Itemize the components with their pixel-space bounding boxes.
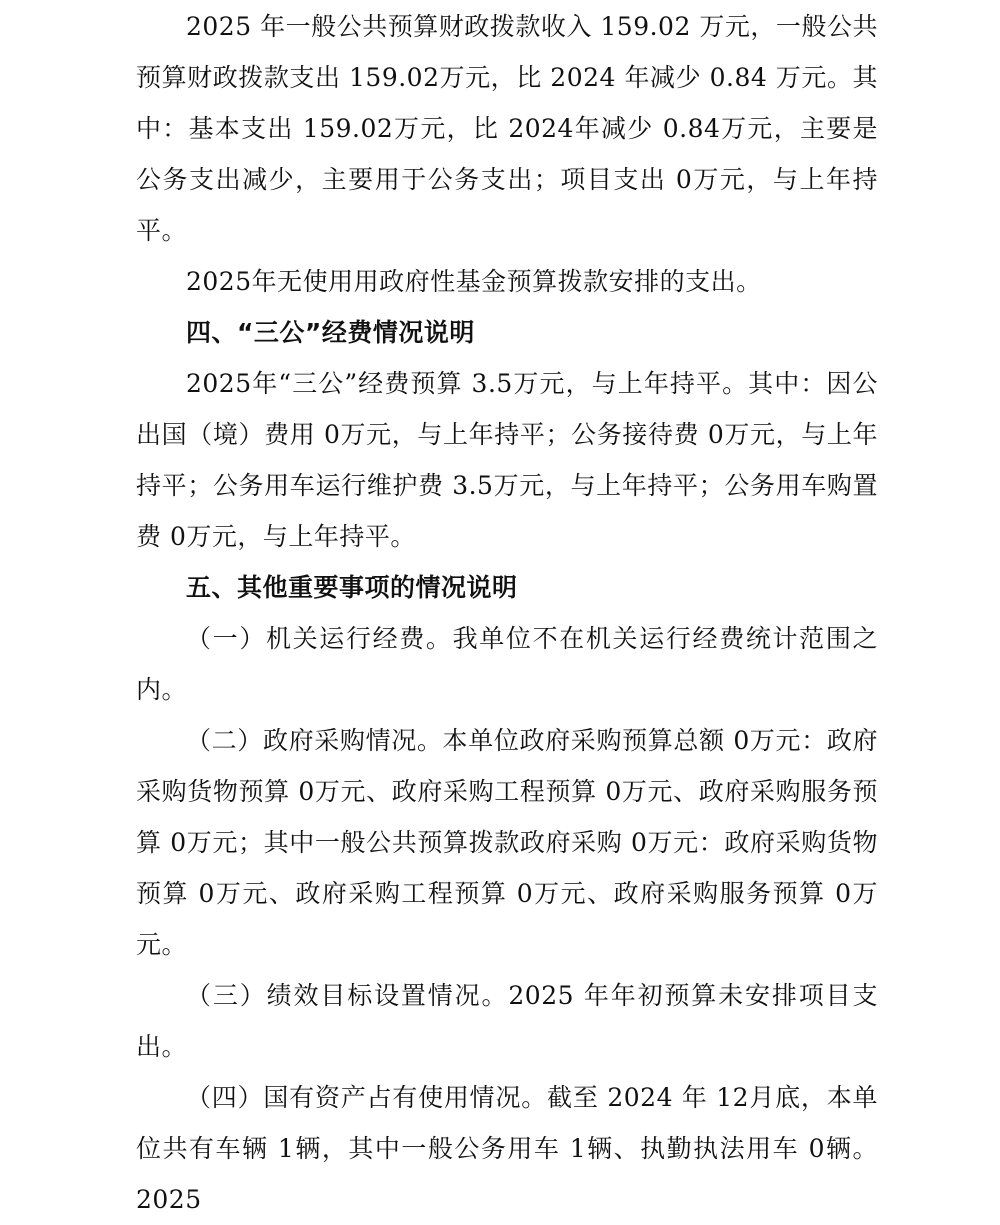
paragraph-government-fund: 2025年无使用用政府性基金预算拨款安排的支出。	[186, 267, 762, 296]
paragraph-government-procurement: （二）政府采购情况。本单位政府采购预算总额 0万元：政府采购货物预算 0万元、政府采购工程预算 0万元、政府采购服务预算 0万元；其中一般公共预算拨款政府采购 0万元：政府采购货物预算 0万元、政府采购工程预算 0万元、政府采购服务预算 0万元。	[136, 726, 878, 959]
paragraph-fiscal-appropriation: 2025 年一般公共预算财政拨款收入 159.02 万元，一般公共预算财政拨款支出 159.02万元，比 2024 年减少 0.84 万元。其中：基本支出 159.02万元，比 2024年减少 0.84万元，主要是公务支出减少，主要用于公务支出；项目支出 0万元，与上年持平。	[136, 12, 878, 245]
document-page	[136, 0, 878, 1225]
paragraph-performance-targets: （三）绩效目标设置情况。2025 年年初预算未安排项目支出。	[136, 981, 878, 1061]
paragraph-three-public-expenses: 2025年“三公”经费预算 3.5万元，与上年持平。其中：因公出国（境）费用 0万元，与上年持平；公务接待费 0万元，与上年持平；公务用车运行维护费 3.5万元，与上年持平；公务用车购置费 0万元，与上年持平。	[136, 369, 878, 551]
paragraph-operating-expenses: （一）机关运行经费。我单位不在机关运行经费统计范围之内。	[136, 624, 878, 704]
section-heading-three-public-expenses: 四、“三公”经费情况说明	[186, 318, 475, 347]
paragraph-state-assets: （四）国有资产占有使用情况。截至 2024 年 12月底，本单位共有车辆 1辆，其中一般公务用车 1辆、执勤执法用车 0辆。2025	[136, 1083, 878, 1214]
section-heading-other-matters: 五、其他重要事项的情况说明	[186, 573, 518, 602]
